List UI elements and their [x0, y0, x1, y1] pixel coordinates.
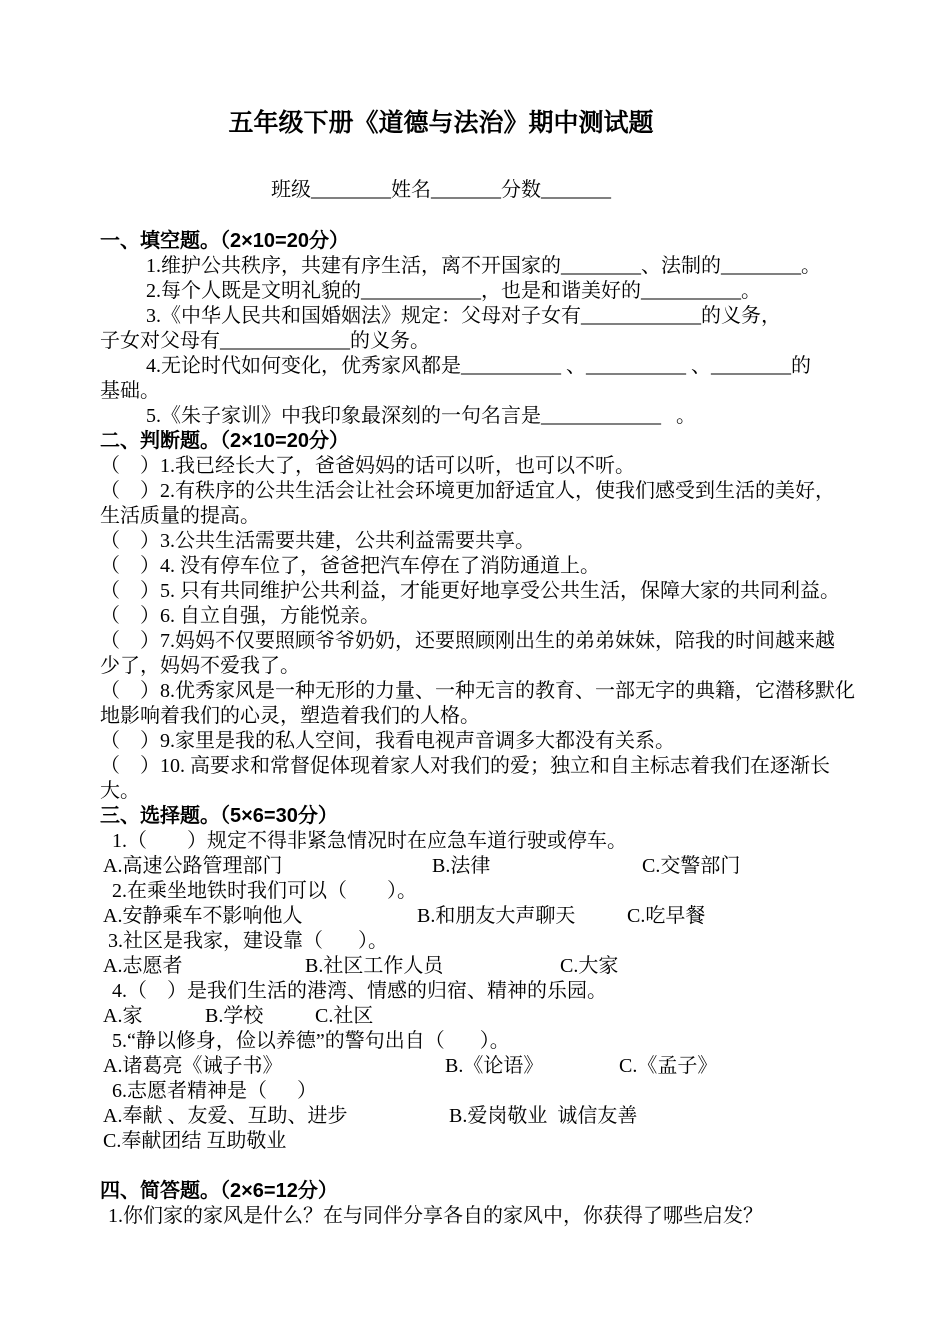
- fill-blank-item-3: 3.《中华人民共和国婚姻法》规定：父母对子女有____________的义务，: [146, 305, 781, 327]
- judge-item-7: （ ）7.妈妈不仅要照顾爷爷奶奶，还要照顾刚出生的弟弟妹妹，陪我的时间越来越: [100, 630, 835, 652]
- option-4a: A.家: [103, 1005, 143, 1027]
- option-6b: B.爱岗敬业 诚信友善: [449, 1105, 638, 1127]
- option-1c: C.交警部门: [642, 855, 741, 877]
- option-4c: C.社区: [315, 1005, 374, 1027]
- fill-blank-item-4: 4.无论时代如何变化，优秀家风都是__________ 、__________ 、________的: [146, 355, 811, 377]
- section-short-answer: [100, 1179, 850, 1229]
- judge-item-4: （ ）4. 没有停车位了，爸爸把汽车停在了消防通道上。: [100, 555, 600, 577]
- choice-options-5: [100, 1054, 850, 1079]
- judge-item-6: （ ）6. 自立自强，方能悦亲。: [100, 605, 380, 627]
- section-multiple-choice-heading: 三、选择题。（5×6=30分）: [100, 805, 338, 827]
- judge-item-5: （ ）5. 只有共同维护公共利益，才能更好地享受公共生活，保障大家的共同利益。: [100, 580, 840, 602]
- option-3a: A.志愿者: [103, 955, 183, 977]
- section-short-answer-heading: 四、简答题。（2×6=12分）: [100, 1180, 338, 1202]
- option-5a: A.诸葛亮《诫子书》: [103, 1055, 283, 1077]
- choice-options-6: [100, 1104, 850, 1129]
- choice-question-6: 6.志愿者精神是（ ）: [112, 1080, 317, 1102]
- judge-item-10-continuation: 大。: [100, 780, 140, 802]
- section-true-false: [100, 429, 855, 804]
- student-info-line: [66, 178, 816, 203]
- choice-options-3: [100, 954, 850, 979]
- judge-item-7-continuation: 少了，妈妈不爱我了。: [100, 655, 300, 677]
- judge-item-8-continuation: 地影响着我们的心灵，塑造着我们的人格。: [100, 705, 480, 727]
- choice-options-1: [100, 854, 850, 879]
- choice-question-1: 1.（ ）规定不得非紧急情况时在应急车道行驶或停车。: [112, 830, 627, 852]
- choice-option-6c-line: [100, 1129, 850, 1154]
- choice-question-3: 3.社区是我家，建设靠（ ）。: [108, 930, 388, 952]
- judge-item-8: （ ）8.优秀家风是一种无形的力量、一种无言的教育、一部无字的典籍，它潜移默化: [100, 680, 855, 702]
- section-fill-blanks-heading: 一、填空题。（2×10=20分）: [100, 230, 349, 252]
- choice-question-2: 2.在乘坐地铁时我们可以（ ）。: [112, 880, 417, 902]
- score-label: 分数: [501, 179, 541, 201]
- fill-blank-item-3-continuation: 子女对父母有_____________的义务。: [100, 330, 430, 352]
- option-6c: C.奉献团结 互助敬业: [103, 1130, 287, 1152]
- option-5c: C.《孟子》: [619, 1055, 718, 1077]
- page-title: 五年级下册《道德与法治》期中测试题: [228, 110, 654, 137]
- fill-blank-item-1: 1.维护公共秩序，共建有序生活，离不开国家的________、法制的________。: [146, 255, 821, 277]
- option-1b: B.法律: [432, 855, 491, 877]
- section-fill-blanks: [100, 229, 850, 429]
- class-blank: ________: [311, 179, 391, 201]
- choice-options-2: [100, 904, 850, 929]
- fill-blank-item-2: 2.每个人既是文明礼貌的____________，也是和谐美好的__________。: [146, 280, 761, 302]
- option-1a: A.高速公路管理部门: [103, 855, 283, 877]
- name-blank: _______: [431, 179, 501, 201]
- judge-item-10: （ ）10. 高要求和常督促体现着家人对我们的爱；独立和自主标志着我们在逐渐长: [100, 755, 830, 777]
- option-3c: C.大家: [560, 955, 619, 977]
- judge-item-9: （ ）9.家里是我的私人空间，我看电视声音调多大都没有关系。: [100, 730, 675, 752]
- section-multiple-choice: [100, 804, 850, 1154]
- choice-question-5: 5.“静以修身，俭以养德”的警句出自（ ）。: [112, 1030, 510, 1052]
- option-5b: B.《论语》: [445, 1055, 544, 1077]
- fill-blank-item-5: 5.《朱子家训》中我印象最深刻的一句名言是____________ 。: [146, 405, 696, 427]
- option-4b: B.学校: [205, 1005, 264, 1027]
- fill-blank-item-4-continuation: 基础。: [100, 380, 160, 402]
- judge-item-2-continuation: 生活质量的提高。: [100, 505, 260, 527]
- section-true-false-heading: 二、判断题。（2×10=20分）: [100, 430, 349, 452]
- class-label: 班级: [271, 179, 311, 201]
- option-2b: B.和朋友大声聊天: [417, 905, 576, 927]
- judge-item-1: （ ）1.我已经长大了，爸爸妈妈的话可以听，也可以不听。: [100, 455, 635, 477]
- choice-question-4: 4.（ ）是我们生活的港湾、情感的归宿、精神的乐园。: [112, 980, 607, 1002]
- judge-item-3: （ ）3.公共生活需要共建，公共利益需要共享。: [100, 530, 535, 552]
- short-answer-question-1: 1.你们家的家风是什么？在与同伴分享各自的家风中，你获得了哪些启发？: [108, 1205, 763, 1227]
- option-2c: C.吃早餐: [627, 905, 706, 927]
- name-label: 姓名: [391, 179, 431, 201]
- option-2a: A.安静乘车不影响他人: [103, 905, 303, 927]
- score-blank: _______: [541, 179, 611, 201]
- option-3b: B.社区工作人员: [305, 955, 444, 977]
- option-6a: A.奉献 、友爱、互助、进步: [103, 1105, 348, 1127]
- judge-item-2: （ ）2.有秩序的公共生活会让社会环境更加舒适宜人，使我们感受到生活的美好，: [100, 480, 835, 502]
- choice-options-4: [100, 1004, 850, 1029]
